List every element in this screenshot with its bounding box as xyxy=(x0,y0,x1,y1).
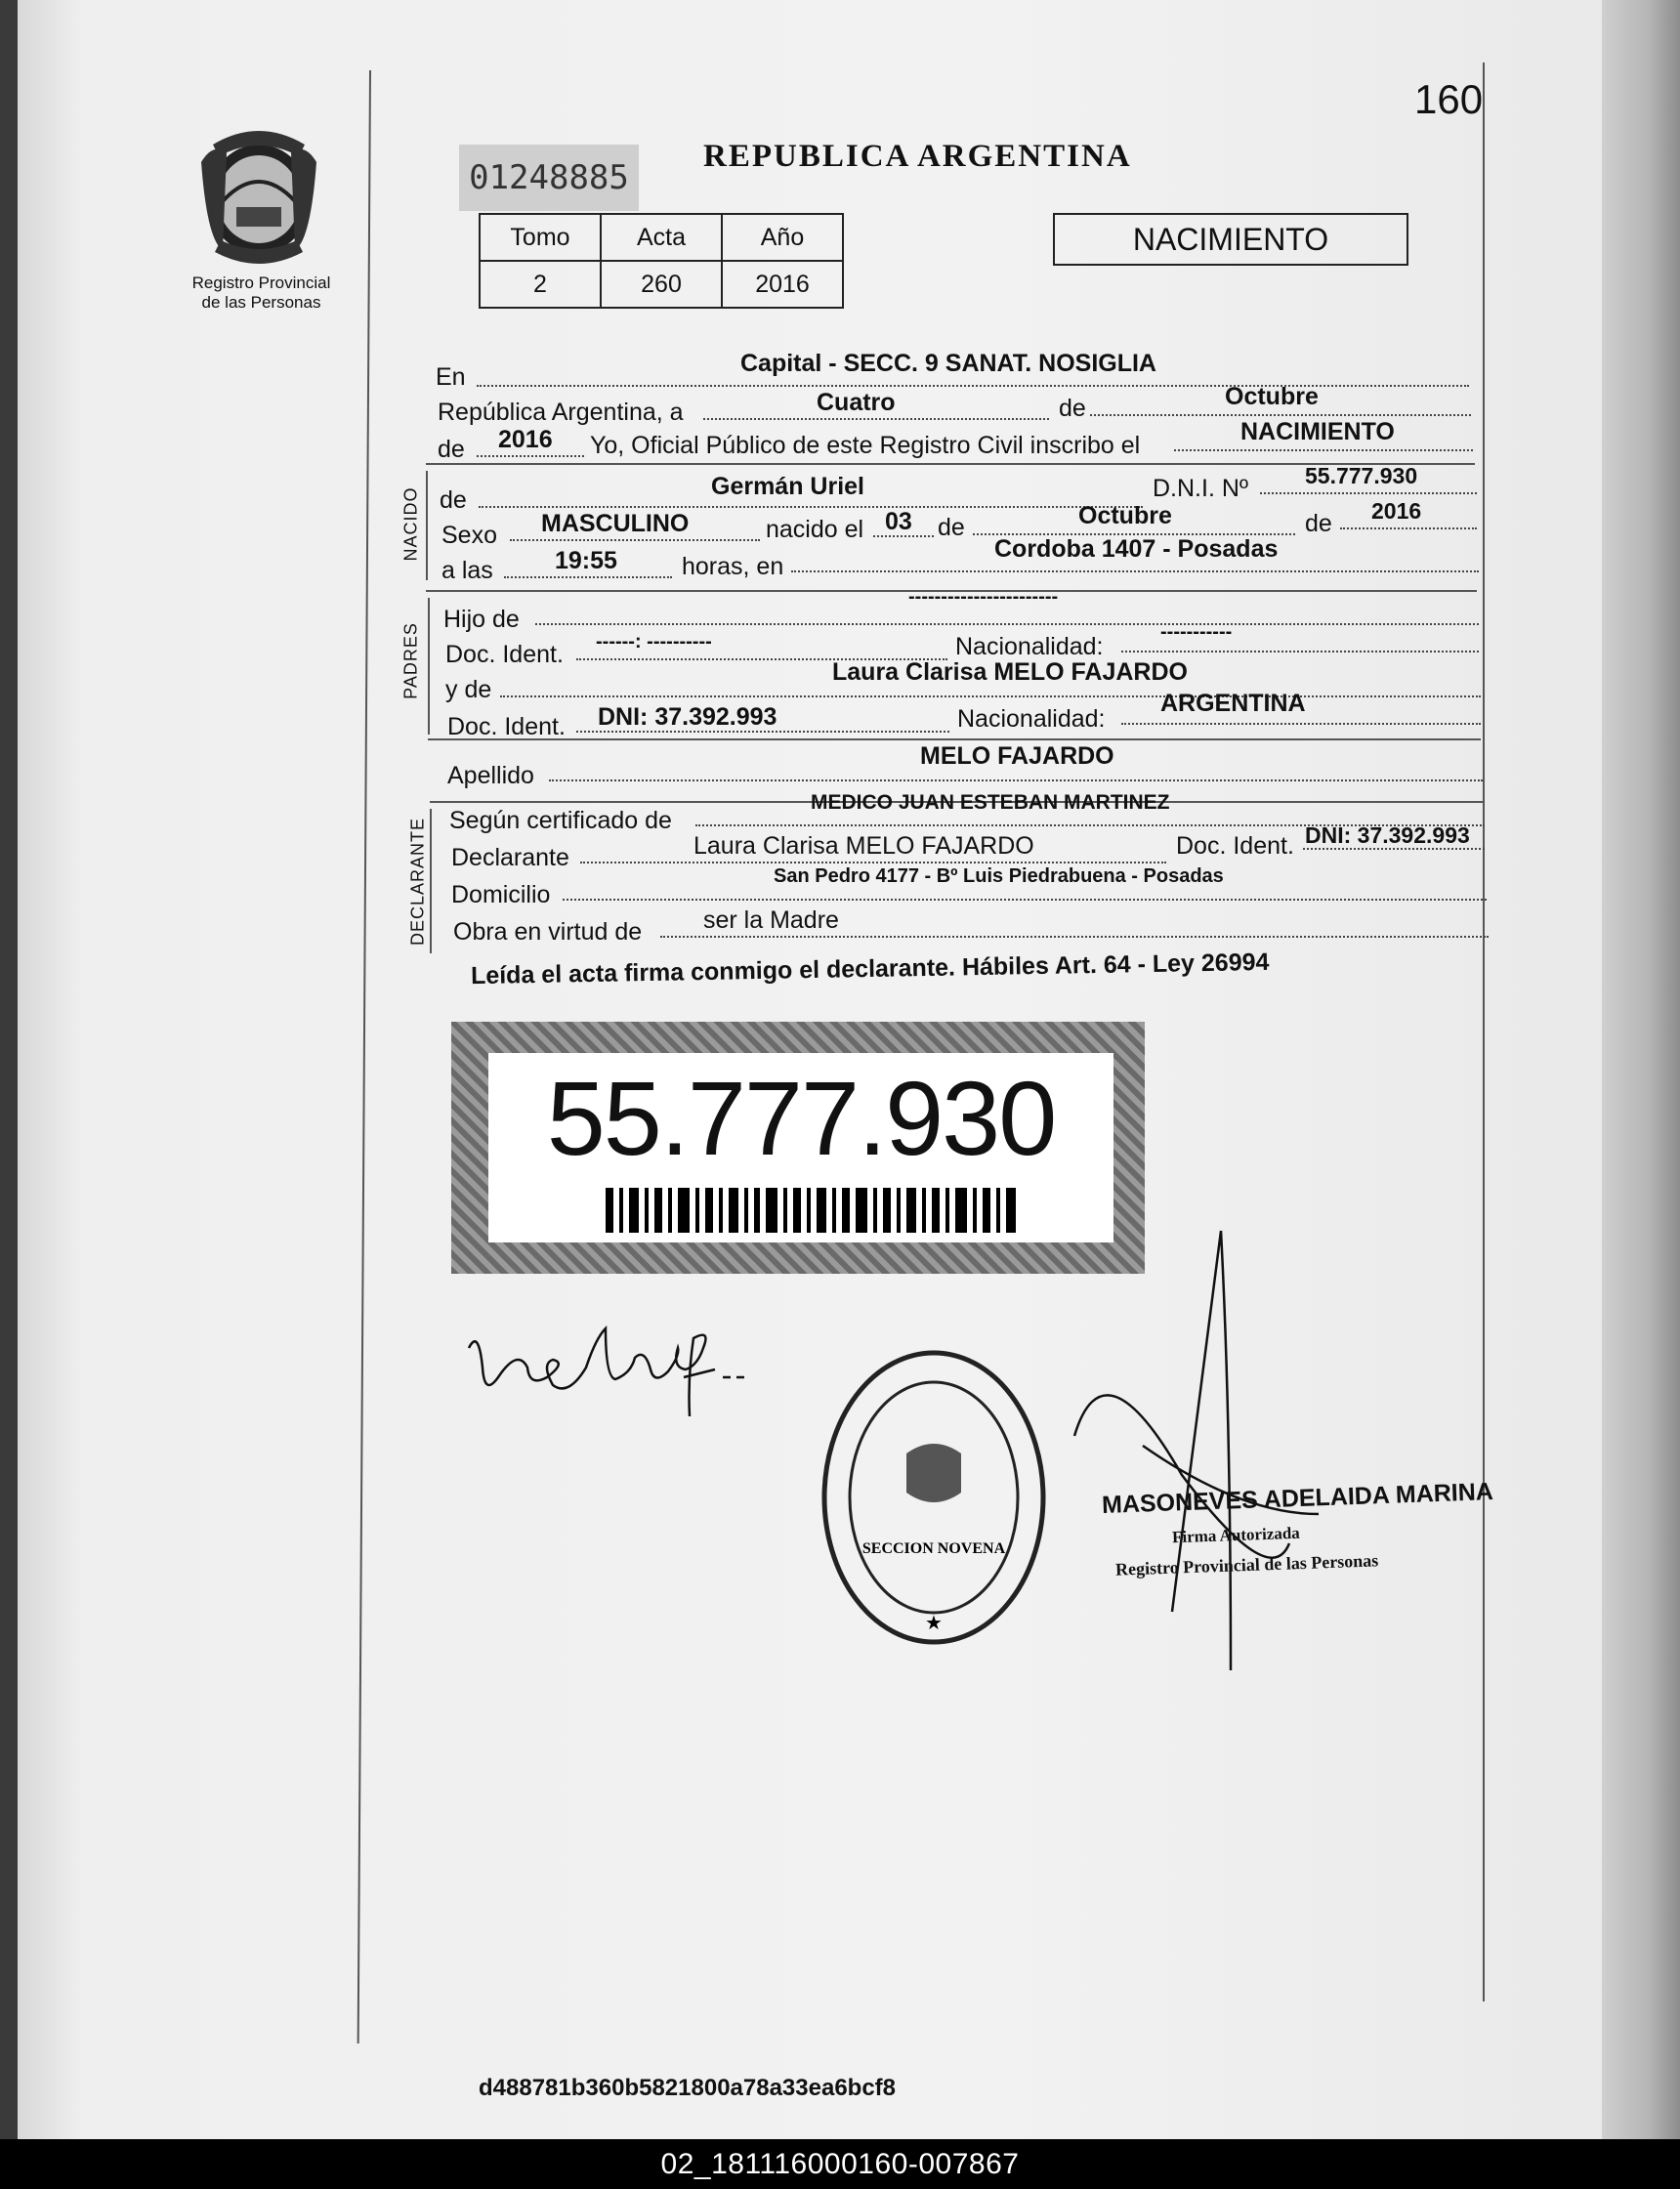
barcode-icon xyxy=(606,1188,1016,1233)
label-nacido-el: nacido el xyxy=(766,516,864,543)
page-edge xyxy=(1602,0,1680,2139)
dotted-line xyxy=(477,385,1469,387)
location-value: Capital - SECC. 9 SANAT. NOSIGLIA xyxy=(740,350,1156,377)
dotted-line xyxy=(1090,414,1471,416)
label-domicilio: Domicilio xyxy=(451,881,551,908)
mother-doc-value: DNI: 37.392.993 xyxy=(598,703,777,731)
header-acta: Acta xyxy=(601,214,722,261)
birth-month-value: Octubre xyxy=(1078,502,1172,529)
padres-bracket xyxy=(428,598,430,735)
declarant-doc-value: DNI: 37.392.993 xyxy=(1305,822,1470,848)
nacido-bracket xyxy=(426,471,428,580)
label-declarante: Declarante xyxy=(451,844,569,871)
mother-name-value: Laura Clarisa MELO FAJARDO xyxy=(832,658,1188,686)
address-value: San Pedro 4177 - Bº Luis Piedrabuena - Posadas xyxy=(774,865,1224,887)
padres-label: PADRES xyxy=(400,622,421,699)
label-de-name: de xyxy=(440,486,467,514)
dotted-line xyxy=(549,779,1483,781)
apellido-value: MELO FAJARDO xyxy=(920,742,1114,770)
official-title: Firma Autorizada xyxy=(1171,1523,1301,1547)
dotted-line xyxy=(563,899,1487,901)
declarante-label: DECLARANTE xyxy=(407,817,428,947)
dotted-line xyxy=(535,623,1479,625)
label-hijo-de: Hijo de xyxy=(443,606,520,633)
registry-line1: Registro Provincial xyxy=(191,274,331,292)
birth-year-value: 2016 xyxy=(1371,498,1422,524)
dotted-line xyxy=(791,570,1479,572)
record-table xyxy=(479,213,844,309)
label-en: En xyxy=(436,363,466,391)
page-number: 160 xyxy=(1414,76,1484,122)
label-a-las: a las xyxy=(441,557,493,584)
dotted-line xyxy=(1340,527,1477,529)
dotted-line xyxy=(477,455,584,457)
dotted-line xyxy=(1121,723,1481,725)
dni-label-sticker xyxy=(451,1022,1145,1274)
label-de-byear: de xyxy=(1305,510,1332,537)
label-nacionalidad: Nacionalidad: xyxy=(955,633,1104,660)
registry-stamp-icon xyxy=(819,1346,1049,1649)
right-margin-rule xyxy=(1483,63,1485,2001)
section-divider xyxy=(428,738,1481,740)
dotted-line xyxy=(1174,449,1473,451)
dotted-line xyxy=(660,936,1489,938)
footer-id-bar xyxy=(0,2139,1680,2189)
declarant-name-value: Laura Clarisa MELO FAJARDO xyxy=(693,832,1034,860)
label-doc-ident-3: Doc. Ident. xyxy=(1176,832,1294,860)
label-de: de xyxy=(1059,395,1086,422)
official-signature-icon xyxy=(1065,1221,1426,1680)
dni-label-number: 55.777.930 xyxy=(546,1059,1056,1177)
year-value: 2016 xyxy=(498,426,553,453)
label-republica: República Argentina, a xyxy=(438,399,684,426)
official-org: Registro Provincial de las Personas xyxy=(1114,1550,1379,1579)
header-anio: Año xyxy=(722,214,843,261)
birth-place-value: Cordoba 1407 - Posadas xyxy=(994,535,1279,563)
dotted-line xyxy=(580,862,1166,863)
dotted-line xyxy=(1121,651,1479,652)
month-value: Octubre xyxy=(1225,383,1319,410)
closing-statement: Leída el acta firma conmigo el declarante. Hábiles Art. 64 - Ley 26994 xyxy=(470,947,1270,990)
label-obra-en-virtud: Obra en virtud de xyxy=(453,918,643,946)
registry-name xyxy=(176,274,347,313)
header-tomo: Tomo xyxy=(480,214,601,261)
document-hash: d488781b360b5821800a78a33ea6bcf8 xyxy=(479,2075,897,2101)
label-nacionalidad-2: Nacionalidad: xyxy=(957,705,1106,733)
father-doc-value: ------: ---------- xyxy=(596,631,712,652)
dotted-line xyxy=(1260,492,1477,494)
dotted-line xyxy=(500,695,1481,697)
relation-value: ser la Madre xyxy=(703,906,839,934)
child-name-value: Germán Uriel xyxy=(711,473,865,500)
label-de-year: de xyxy=(438,436,465,463)
dotted-line xyxy=(479,506,1143,508)
dni-label-inner xyxy=(488,1053,1113,1242)
mother-nationality-value: ARGENTINA xyxy=(1160,690,1306,717)
label-doc-ident-2: Doc. Ident. xyxy=(447,713,566,740)
value-acta: 260 xyxy=(601,261,722,308)
father-nationality-value: ----------- xyxy=(1160,621,1233,643)
act-type-value: NACIMIENTO xyxy=(1240,418,1395,445)
document-title: REPUBLICA ARGENTINA xyxy=(703,139,1132,174)
label-segun-certificado: Según certificado de xyxy=(449,807,672,834)
svg-text:★: ★ xyxy=(925,1613,943,1634)
serial-number: 01248885 xyxy=(459,145,639,211)
label-y-de: y de xyxy=(445,676,492,703)
birth-day-value: 03 xyxy=(885,508,912,535)
value-anio: 2016 xyxy=(722,261,843,308)
label-apellido: Apellido xyxy=(447,762,534,789)
registry-line2: de las Personas xyxy=(201,293,321,312)
dotted-line xyxy=(510,539,760,541)
footer-id: 02_181116000160-007867 xyxy=(660,2148,1020,2180)
day-words-value: Cuatro xyxy=(817,389,896,416)
certificate-value: MEDICO JUAN ESTEBAN MARTINEZ xyxy=(811,791,1170,814)
child-dni-value: 55.777.930 xyxy=(1305,463,1418,488)
label-doc-ident: Doc. Ident. xyxy=(445,641,564,668)
label-de-month: de xyxy=(938,514,965,541)
nacido-label: NACIDO xyxy=(400,486,421,562)
dotted-line xyxy=(703,418,1049,420)
label-horas-en: horas, en xyxy=(682,553,784,580)
birth-time-value: 19:55 xyxy=(555,547,617,574)
oficial-text: Yo, Oficial Público de este Registro Civil inscribo el xyxy=(590,432,1141,459)
value-tomo: 2 xyxy=(480,261,601,308)
dotted-line xyxy=(504,576,672,578)
sexo-value: MASCULINO xyxy=(541,510,690,537)
label-dni: D.N.I. Nº xyxy=(1153,475,1249,502)
record-type-box: NACIMIENTO xyxy=(1053,213,1408,266)
official-name: MASONEVES ADELAIDA MARINA xyxy=(1101,1478,1494,1519)
stamp-inner-text: SECCION NOVENA xyxy=(861,1540,1006,1557)
label-sexo: Sexo xyxy=(441,522,497,549)
father-name-value: ----------------------- xyxy=(908,586,1059,608)
declarant-signature-icon xyxy=(459,1309,772,1436)
province-seal-icon xyxy=(193,123,324,270)
declarante-bracket xyxy=(430,809,432,953)
